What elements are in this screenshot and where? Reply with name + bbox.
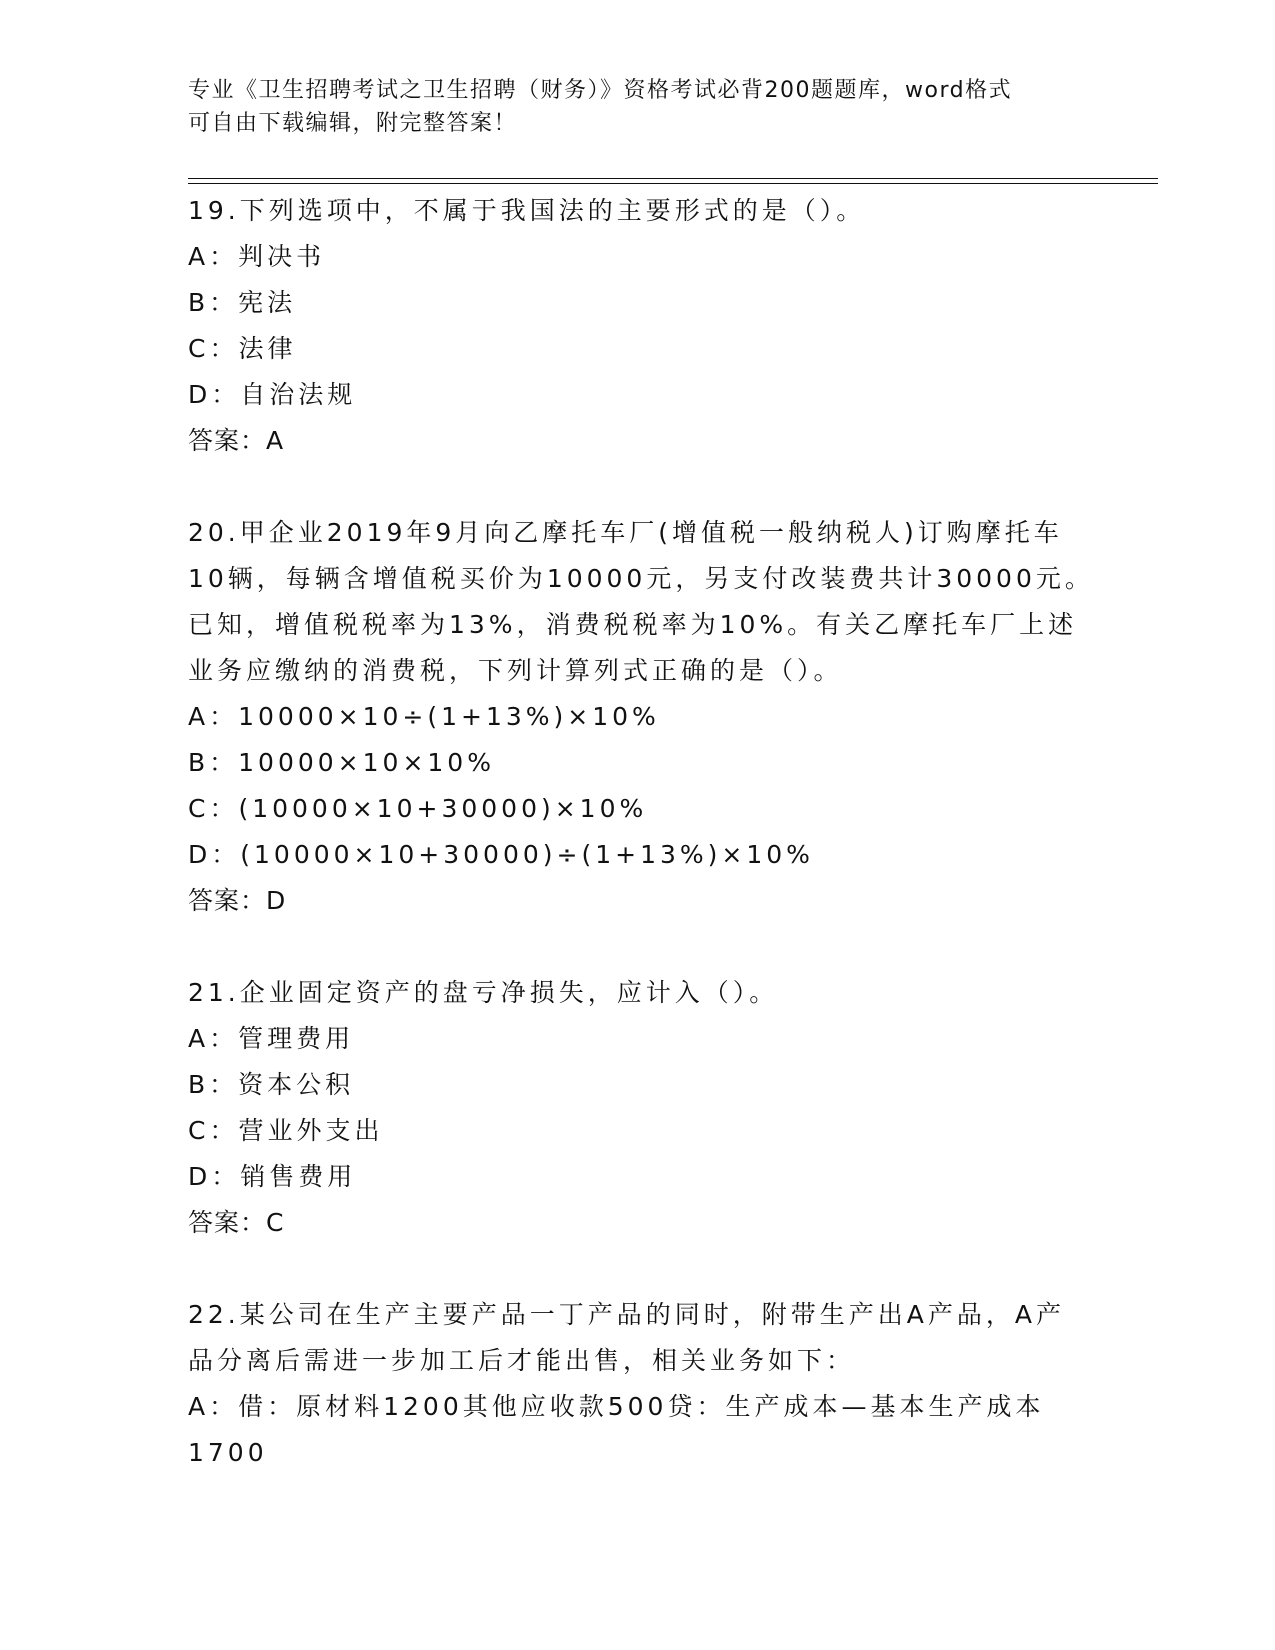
header-divider-top [188, 178, 1158, 179]
option-b: B：10000×10×10% [188, 748, 495, 777]
option-b: B：宪法 [188, 288, 297, 317]
question-text: 业务应缴纳的消费税，下列计算列式正确的是（）。 [188, 656, 843, 685]
question-text: 22.某公司在生产主要产品一丁产品的同时，附带生产出A产品，A产 [188, 1300, 1065, 1329]
question-text: 21.企业固定资产的盘亏净损失，应计入（）。 [188, 978, 779, 1007]
question-text: 已知，增值税税率为13%，消费税税率为10%。有关乙摩托车厂上述 [188, 610, 1078, 639]
option-a: A：判决书 [188, 242, 326, 271]
question-text: 品分离后需进一步加工后才能出售，相关业务如下： [188, 1346, 856, 1375]
option-d: D：自治法规 [188, 380, 357, 409]
header-line-2: 可自由下载编辑，附完整答案！ [188, 111, 518, 136]
option-a: A：管理费用 [188, 1024, 355, 1053]
option-c: C：营业外支出 [188, 1116, 384, 1145]
question-text: 20.甲企业2019年9月向乙摩托车厂(增值税一般纳税人)订购摩托车 [188, 518, 1063, 547]
answer-label: 答案：D [188, 886, 287, 915]
question-text: 10辆，每辆含增值税买价为10000元，另支付改装费共计30000元。 [188, 564, 1094, 593]
question-text: 19.下列选项中，不属于我国法的主要形式的是（）。 [188, 196, 866, 225]
option-a-continued: 1700 [188, 1438, 268, 1467]
header-line-1: 专业《卫生招聘考试之卫生招聘（财务）》资格考试必背200题题库，word格式 [188, 78, 1013, 103]
question-22 [188, 1292, 1088, 1476]
answer-label: 答案：A [188, 426, 285, 455]
option-a: A：10000×10÷(1+13%)×10% [188, 702, 660, 731]
option-a: A：借：原材料1200其他应收款500贷：生产成本—基本生产成本 [188, 1392, 1045, 1421]
answer-label: 答案：C [188, 1208, 285, 1237]
header-divider-bottom [188, 183, 1158, 184]
question-list [188, 188, 1094, 1522]
question-20 [188, 510, 1094, 924]
question-21 [188, 970, 1088, 1246]
question-19 [188, 188, 1088, 464]
option-c: C：法律 [188, 334, 297, 363]
option-b: B：资本公积 [188, 1070, 355, 1099]
document-header [188, 74, 1068, 140]
option-c: C：(10000×10+30000)×10% [188, 794, 648, 823]
option-d: D：销售费用 [188, 1162, 357, 1191]
option-d: D：(10000×10+30000)÷(1+13%)×10% [188, 840, 814, 869]
